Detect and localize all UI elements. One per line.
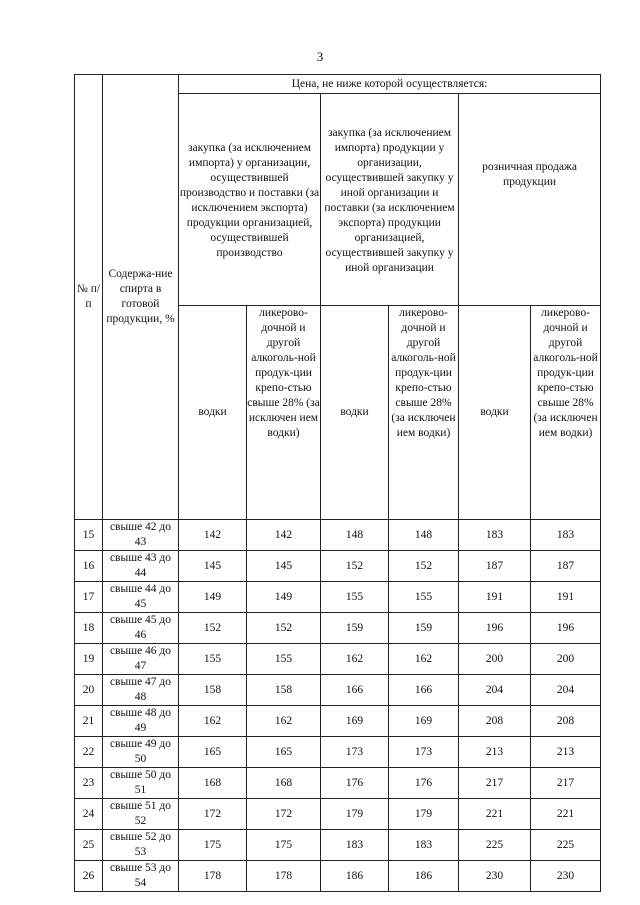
price-value: 152 bbox=[389, 551, 459, 582]
price-value: 179 bbox=[389, 799, 459, 830]
row-number: 18 bbox=[75, 613, 103, 644]
row-number: 23 bbox=[75, 768, 103, 799]
header-num: № п/ п bbox=[75, 75, 103, 520]
price-value: 152 bbox=[321, 551, 389, 582]
table-row bbox=[75, 582, 601, 613]
page-number: 3 bbox=[316, 49, 324, 64]
price-value: 213 bbox=[531, 737, 601, 768]
alcohol-range: свыше 50 до 51 bbox=[103, 768, 179, 799]
price-value: 162 bbox=[247, 706, 321, 737]
alcohol-range: свыше 42 до 43 bbox=[103, 520, 179, 551]
price-value: 183 bbox=[459, 520, 531, 551]
row-number: 21 bbox=[75, 706, 103, 737]
price-value: 172 bbox=[179, 799, 247, 830]
table-row bbox=[75, 830, 601, 861]
row-number: 24 bbox=[75, 799, 103, 830]
price-value: 168 bbox=[179, 768, 247, 799]
table-row bbox=[75, 737, 601, 768]
table-row bbox=[75, 520, 601, 551]
price-value: 186 bbox=[389, 861, 459, 892]
price-value: 149 bbox=[179, 582, 247, 613]
subheader-vodka: водки bbox=[179, 306, 247, 520]
price-value: 148 bbox=[321, 520, 389, 551]
row-number: 15 bbox=[75, 520, 103, 551]
price-value: 148 bbox=[389, 520, 459, 551]
alcohol-range: свыше 53 до 54 bbox=[103, 861, 179, 892]
price-value: 208 bbox=[459, 706, 531, 737]
price-value: 162 bbox=[179, 706, 247, 737]
table-row bbox=[75, 861, 601, 892]
price-value: 158 bbox=[179, 675, 247, 706]
header-purchase-producer-text: закупка (за исключением импорта) у организации, осуществившей производство и поставки (за исключением экспорта) продукции организацией, осуществившей производство bbox=[179, 141, 320, 259]
price-value: 230 bbox=[459, 861, 531, 892]
subheader-other-alcohol: ликерово-дочной и другой алкоголь-ной продук-ции крепо-стью свыше 28% (за исключен ием водки) bbox=[247, 306, 321, 520]
price-value: 155 bbox=[321, 582, 389, 613]
table-row bbox=[75, 551, 601, 582]
price-value: 152 bbox=[247, 613, 321, 644]
row-number: 25 bbox=[75, 830, 103, 861]
price-value: 173 bbox=[321, 737, 389, 768]
price-value: 162 bbox=[321, 644, 389, 675]
price-table bbox=[74, 74, 601, 892]
price-value: 166 bbox=[321, 675, 389, 706]
header-retail bbox=[459, 94, 601, 306]
subheader-vodka: водки bbox=[459, 306, 531, 520]
price-value: 187 bbox=[531, 551, 601, 582]
price-value: 149 bbox=[247, 582, 321, 613]
subheader-other-alcohol: ликерово-дочной и другой алкоголь-ной продук-ции крепо-стью свыше 28% (за исключен ием водки) bbox=[389, 306, 459, 520]
price-value: 183 bbox=[321, 830, 389, 861]
price-value: 176 bbox=[389, 768, 459, 799]
alcohol-range: свыше 44 до 45 bbox=[103, 582, 179, 613]
price-value: 225 bbox=[531, 830, 601, 861]
price-value: 145 bbox=[247, 551, 321, 582]
price-value: 142 bbox=[247, 520, 321, 551]
price-value: 196 bbox=[459, 613, 531, 644]
price-value: 217 bbox=[459, 768, 531, 799]
price-value: 145 bbox=[179, 551, 247, 582]
price-value: 179 bbox=[321, 799, 389, 830]
alcohol-range: свыше 49 до 50 bbox=[103, 737, 179, 768]
table-row bbox=[75, 613, 601, 644]
row-number: 19 bbox=[75, 644, 103, 675]
alcohol-range: свыше 45 до 46 bbox=[103, 613, 179, 644]
alcohol-range: свыше 51 до 52 bbox=[103, 799, 179, 830]
alcohol-range: свыше 46 до 47 bbox=[103, 644, 179, 675]
price-value: 186 bbox=[321, 861, 389, 892]
table-row bbox=[75, 768, 601, 799]
price-value: 155 bbox=[389, 582, 459, 613]
table-row bbox=[75, 644, 601, 675]
header-price-group: Цена, не ниже которой осуществляется: bbox=[179, 75, 601, 94]
price-value: 165 bbox=[247, 737, 321, 768]
price-value: 200 bbox=[459, 644, 531, 675]
price-value: 173 bbox=[389, 737, 459, 768]
price-value: 176 bbox=[321, 768, 389, 799]
price-value: 142 bbox=[179, 520, 247, 551]
table-row bbox=[75, 799, 601, 830]
price-value: 204 bbox=[531, 675, 601, 706]
price-value: 159 bbox=[389, 613, 459, 644]
row-number: 22 bbox=[75, 737, 103, 768]
alcohol-range: свыше 52 до 53 bbox=[103, 830, 179, 861]
price-value: 221 bbox=[459, 799, 531, 830]
row-number: 17 bbox=[75, 582, 103, 613]
price-value: 172 bbox=[247, 799, 321, 830]
header-retail-text: розничная продажа продукции bbox=[482, 160, 577, 188]
price-value: 168 bbox=[247, 768, 321, 799]
price-value: 187 bbox=[459, 551, 531, 582]
price-value: 196 bbox=[531, 613, 601, 644]
price-value: 152 bbox=[179, 613, 247, 644]
header-purchase-producer bbox=[179, 94, 321, 306]
price-value: 159 bbox=[321, 613, 389, 644]
price-value: 169 bbox=[389, 706, 459, 737]
price-value: 213 bbox=[459, 737, 531, 768]
price-value: 166 bbox=[389, 675, 459, 706]
price-value: 178 bbox=[179, 861, 247, 892]
alcohol-range: свыше 47 до 48 bbox=[103, 675, 179, 706]
subheader-vodka: водки bbox=[321, 306, 389, 520]
price-value: 175 bbox=[179, 830, 247, 861]
price-value: 191 bbox=[459, 582, 531, 613]
price-value: 183 bbox=[531, 520, 601, 551]
price-value: 178 bbox=[247, 861, 321, 892]
alcohol-range: свыше 43 до 44 bbox=[103, 551, 179, 582]
price-value: 221 bbox=[531, 799, 601, 830]
header-purchase-intermediary-text: закупка (за исключением импорта) продукции у организации, осуществившей закупку у иной организации и поставки (за исключением экспорта) продукции организацией, осуществившей закупку у иной организации bbox=[324, 126, 455, 274]
price-value: 158 bbox=[247, 675, 321, 706]
alcohol-range: свыше 48 до 49 bbox=[103, 706, 179, 737]
row-number: 16 bbox=[75, 551, 103, 582]
header-purchase-intermediary bbox=[321, 94, 459, 306]
price-value: 230 bbox=[531, 861, 601, 892]
table-row bbox=[75, 675, 601, 706]
price-value: 183 bbox=[389, 830, 459, 861]
price-value: 169 bbox=[321, 706, 389, 737]
price-value: 162 bbox=[389, 644, 459, 675]
price-value: 217 bbox=[531, 768, 601, 799]
price-value: 191 bbox=[531, 582, 601, 613]
subheader-other-alcohol: ликерово-дочной и другой алкоголь-ной продук-ции крепо-стью свыше 28% (за исключен ием водки) bbox=[531, 306, 601, 520]
table-row bbox=[75, 706, 601, 737]
row-number: 20 bbox=[75, 675, 103, 706]
price-value: 225 bbox=[459, 830, 531, 861]
price-value: 204 bbox=[459, 675, 531, 706]
price-value: 155 bbox=[247, 644, 321, 675]
header-alcohol-content: Содержа-ние спирта в готовой продукции, % bbox=[103, 75, 179, 520]
row-number: 26 bbox=[75, 861, 103, 892]
price-value: 200 bbox=[531, 644, 601, 675]
price-value: 175 bbox=[247, 830, 321, 861]
price-value: 155 bbox=[179, 644, 247, 675]
price-value: 165 bbox=[179, 737, 247, 768]
price-value: 208 bbox=[531, 706, 601, 737]
